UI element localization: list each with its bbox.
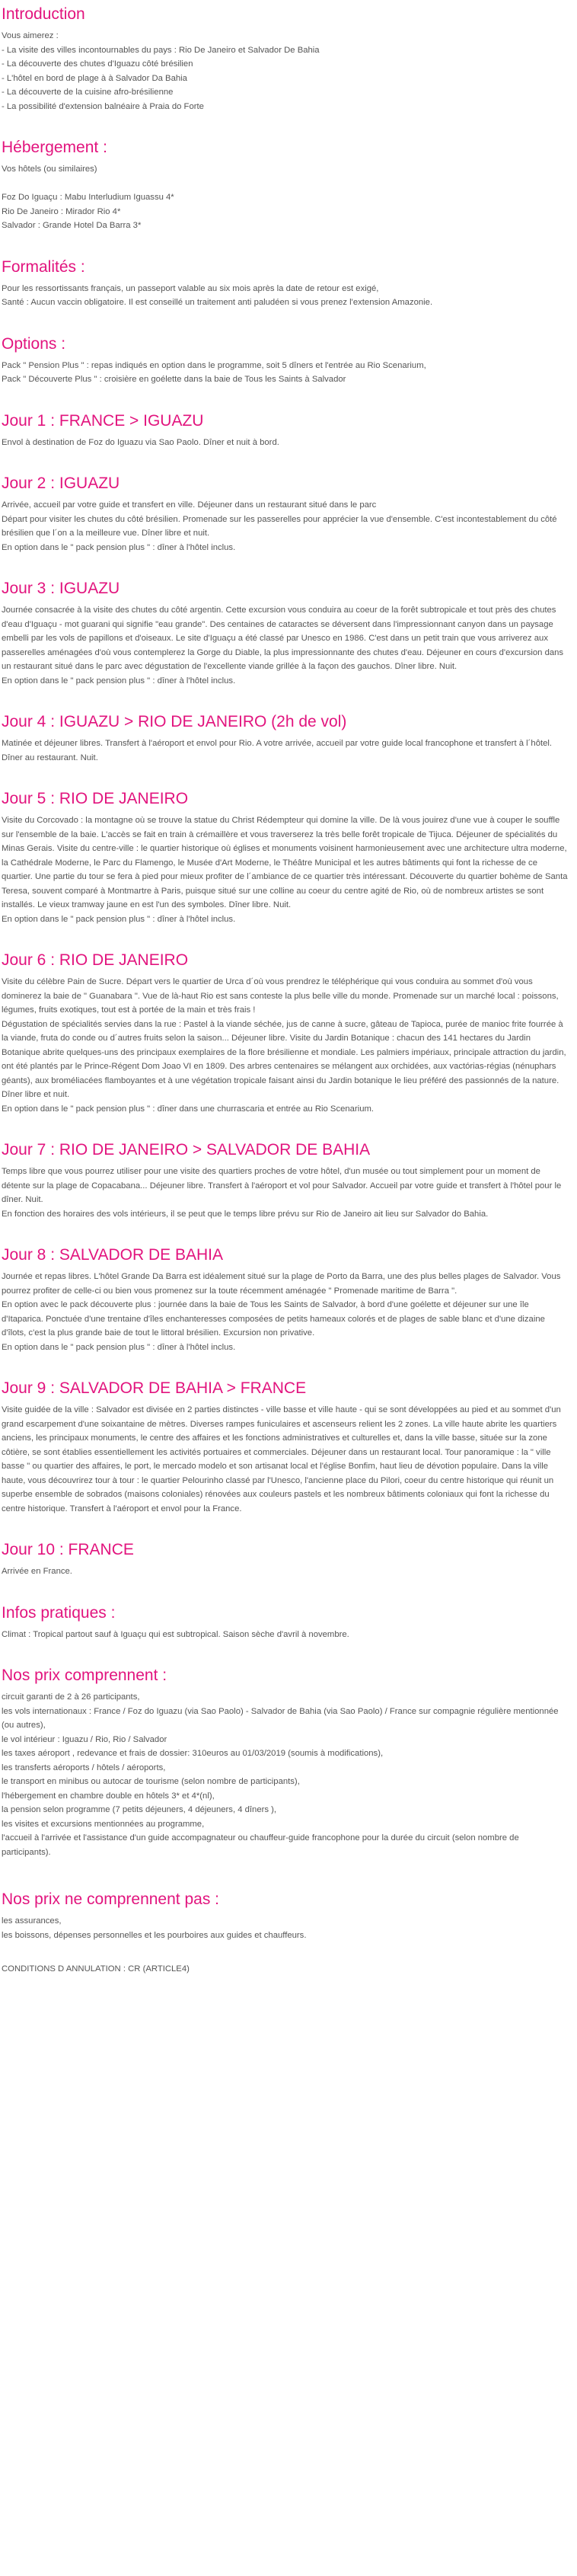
section-body: Journée consacrée à la visite des chutes du côté argentin. Cette excursion vous conduira au coeur de la forêt subtropicale et tout près des chutes d'eau d'Iguaçu - mot guarani qui signifie "eau grande". Des centaines de cataractes se déversent dans l'impressionnant canyon dans un paysage embelli par les vols de papillons et d'oiseaux. Le site d'Iguaçu a été classé par Unesco en 1986. C'est dans un petit train que vous arriverez aux passerelles aménagées d'où vous contemplerez la Gorge du Diable, la plus impressionnante des chutes d'eau. Déjeuner en cours d'excursion dans un restaurant situé dans le parc avec dégustation de l'excellente viande grillée à la façon des gauchos. Dîner libre. Nuit. En option dans le " pack pension plus " : dîner à l'hôtel inclus.: [2, 606, 564, 686]
section-title: Jour 8 : SALVADOR DE BAHIA: [2, 1246, 223, 1264]
section-title: Jour 10 : FRANCE: [2, 1541, 134, 1558]
section-title: Jour 5 : RIO DE JANEIRO: [2, 790, 189, 807]
section-body: Arrivée en France.: [2, 1567, 72, 1576]
section-title: Options :: [2, 334, 66, 353]
cancellation-conditions: CONDITIONS D ANNULATION : CR (ARTICLE4): [2, 1964, 190, 1974]
section-body: Matinée et déjeuner libres. Transfert à l'aéroport et envol pour Rio. A votre arrivée, accueil par votre guide local francophone et transfert à l´hôtel. Dîner au restaurant. Nuit.: [2, 739, 553, 762]
section-prix-ne-comprennent-pas: [2, 1890, 568, 1942]
section-title: Jour 1 : FRANCE > IGUAZU: [2, 411, 204, 430]
section-prix-comprennent: [2, 1666, 568, 1859]
section-jour-5: [2, 789, 568, 926]
section-formalites: [2, 257, 568, 310]
section-jour-8: [2, 1245, 568, 1354]
section-title: Introduction: [2, 5, 85, 23]
section-jour-7: [2, 1140, 568, 1221]
section-body: Journée et repas libres. L'hôtel Grande Da Barra est idéalement situé sur la plage de Porto da Barra, une des plus belles plages de Salvador. Vous pourrez profiter de celle-ci ou bien vous promenez sur la toute récemment aménagée " Promenade maritime de Barra ". En option avec le pack découverte plus : journée dans la baie de Tous les Saints de Salvador, à bord d'une goélette et déjeuner sur une île d'Itaparica. Ponctuée d'une trentaine d'îles enchanteresses composées de petits hameaux colorés et de plages de sable blanc et d'une dizaine d'îlots, c'est la plus grande baie de tout le littoral brésilien. Excursion non privative. En option dans le " pack pension plus " : dîner à l'hôtel inclus.: [2, 1272, 561, 1352]
section-body: Pack " Pension Plus " : repas indiqués en option dans le programme, soit 5 dîners et l'entrée au Rio Scenarium, Pack " Découverte Plus " : croisière en goélette dans la baie de Tous les Saints à Salvador: [2, 360, 426, 384]
section-jour-4: [2, 712, 568, 765]
section-jour-9: [2, 1379, 568, 1516]
section-title: Infos pratiques :: [2, 1603, 116, 1622]
section-body: Climat : Tropical partout sauf à Iguaçu qui est subtropical. Saison sèche d'avril à novembre.: [2, 1629, 349, 1639]
section-title: Jour 2 : IGUAZU: [2, 475, 120, 492]
section-body: Temps libre que vous pourrez utiliser pour une visite des quartiers proches de votre hôtel, d'un musée ou tout simplement pour un moment de détente sur la plage de Copacabana... Déjeuner libre. Transfert à l'aéroport et vol pour Salvador. Accueil par votre guide et transfert à l'hôtel pour le dîner. Nuit. En fonction des horaires des vols intérieurs, il se peut que le temps libre prévu sur Rio de Janeiro ait lieu sur Salvador do Bahia.: [2, 1167, 562, 1219]
section-title: Nos prix comprennent :: [2, 1667, 167, 1684]
section-title: Jour 4 : IGUAZU > RIO DE JANEIRO (2h de vol): [2, 713, 347, 730]
section-body: Pour les ressortissants français, un passeport valable au six mois après la date de retour est exigé, Santé : Aucun vaccin obligatoire. Il est conseillé un traitement anti paludéen si vous prenez l'extension Amazonie.: [2, 283, 433, 307]
section-jour-10: [2, 1540, 568, 1579]
section-title: Jour 3 : IGUAZU: [2, 580, 120, 597]
section-body: Vos hôtels (ou similaires) Foz Do Iguaçu : Mabu Interludium Iguassu 4* Rio De Janeiro : Mirador Rio 4* Salvador : Grande Hotel Da Barra 3*: [2, 165, 174, 230]
section-jour-6: [2, 951, 568, 1116]
section-body: Vous aimerez : - La visite des villes incontournables du pays : Rio De Janeiro et Salvador De Bahia - La découverte des chutes d'Iguazu côté brésilien - L'hôtel en bord de plage à à Salvador Da Bahia - La découverte de la cuisine afro-brésilienne - La possibilité d'extension balnéaire à Praia do Forte: [2, 31, 320, 111]
section-title: Jour 7 : RIO DE JANEIRO > SALVADOR DE BAHIA: [2, 1141, 371, 1159]
section-body: Envol à destination de Foz do Iguazu via Sao Paolo. Dîner et nuit à bord.: [2, 437, 279, 447]
section-jour-2: [2, 474, 568, 555]
section-options: [2, 334, 568, 387]
section-introduction: [2, 5, 568, 113]
section-title: Hébergement :: [2, 139, 107, 156]
section-title: Jour 6 : RIO DE JANEIRO: [2, 951, 189, 969]
section-jour-1: [2, 411, 568, 450]
section-body: circuit garanti de 2 à 26 participants, les vols internationaux : France / Foz do Iguazu (via Sao Paolo) - Salvador de Bahia (via Sao Paolo) / France sur compagnie régulière mentionnée (ou autres), le vol intérieur : Iguazu / Rio, Rio / Salvador les taxes aéroport , redevance et frais de dossier: 310euros au 01/03/2019 (soumis à modifications), les transferts aéroports / hôtels / aéroports, le transport en minibus ou autocar de tourisme (selon nombre de participants), l'hébergement en chambre double en hôtels 3* et 4*(nl), la pension selon programme (7 petits déjeuners, 4 déjeuners, 4 dîners ), les visites et excursions mentionnées au programme, l'accueil à l'arrivée et l'assistance d'un guide accompagnateur ou chauffeur-guide francophone pour la durée du circuit (selon nombre de participants).: [2, 1692, 559, 1857]
section-title: Jour 9 : SALVADOR DE BAHIA > FRANCE: [2, 1379, 307, 1397]
section-infos-pratiques: [2, 1603, 568, 1642]
section-body: Arrivée, accueil par votre guide et transfert en ville. Déjeuner dans un restaurant situé dans le parc Départ pour visiter les chutes du côté brésilien. Promenade sur les passerelles pour apprécier la vue d'ensemble. C'est incontestablement du côté brésilien que l´on a la meilleure vue. Dîner libre et nuit. En option dans le " pack pension plus " : dîner à l'hôtel inclus.: [2, 500, 557, 552]
section-hebergement: [2, 138, 568, 233]
section-body: Visite guidée de la ville : Salvador est divisée en 2 parties distinctes - ville basse et ville haute - qui se sont développées au pied et au sommet d'un grand escarpement d'une soixantaine de mètres. Diverses rampes funiculaires et ascenseurs relient les 2 zones. La ville haute abrite les quartiers anciens, les principaux monuments, le centre des affaires et les fonctions administratives et culturelles et, dans la ville basse, située sur la zone côtière, se sont établies essentiellement les activités portuaires et commerciales. Déjeuner dans un restaurant local. Tour panoramique : la " ville basse " ou quartier des affaires, le port, le mercado modelo et son artisanat local et l'église Bonfim, haut lieu de dévotion populaire. Dans la ville haute, vous découvrirez tour à tour : le quartier Pelourinho classé par l'Unesco, l'ancienne place du Pilori, coeur du centre historique qui réunit un superbe ensemble de sobrados (maisons coloniales) rénovées aux couleurs pastels et les nombreux bâtiments coloniaux qui font la richesse du centre historique. Transfert à l'aéroport et envol pour la France.: [2, 1405, 561, 1513]
section-body: Visite du Corcovado : la montagne où se trouve la statue du Christ Rédempteur qui domine la ville. De là vous jouirez d'une vue à couper le souffle sur l'ensemble de la baie. L'accès se fait en train à crémaillère et vous traverserez la très belle forêt tropicale de Tijuca. Déjeuner de spécialités du Minas Gerais. Visite du centre-ville : le quartier historique où églises et monuments voisinent harmonieusement avec une architecture ultra moderne, la Cathédrale Moderne, le Parc du Flamengo, le Musée d'Art Moderne, le Théâtre Municipal et les autres bâtiments qui font la richesse de ce quartier. Une partie du tour se fera à pied pour mieux profiter de l´ambiance de ce quartier très intéressant. Découverte du quartier bohème de Santa Teresa, souvent comparé à Montmartre à Paris, puisque situé sur une colline au coeur du centre agité de Rio, où de nombreux artistes se sont installés. Le vieux tramway jaune en est l'un des symboles. Dîner libre. Nuit. En option dans le " pack pension plus " : dîner à l'hôtel inclus.: [2, 816, 568, 924]
section-body: Visite du célèbre Pain de Sucre. Départ vers le quartier de Urca d´où vous prendrez le téléphérique qui vous conduira au sommet d'où vous dominerez la baie de " Guanabara ". Vue de là-haut Rio est sans conteste la plus belle ville du monde. Promenade sur un marché local : poissons, légumes, fruits exotiques, tout est à portée de la main et très frais ! Dégustation de spécialités servies dans la rue : Pastel à la viande séchée, jus de canne à sucre, gâteau de Tapioca, purée de manioc frite fourrée à la viande, fruta do conde ou d´autres fruits selon la saison... Déjeuner libre. Visite du Jardin Botanique : chacun des 141 hectares du Jardin Botanique abrite quelques-uns des principaux exemplaires de la flore brésilienne et mondiale. Les palmiers impériaux, principale attraction du jardin, ont été plantés par le Prince-Régent Dom Joao VI en 1809. Des arbres centenaires se mélangent aux orchidées, aux vactórias-régias (nénuphars géants), aux broméliacées flamboyantes et à une végétation tropicale faisant ainsi du Jardin botanique le lieu préféré des passionnés de la nature. Dîner libre et nuit. En option dans le " pack pension plus " : dîner dans une churrascaria et entrée au Rio Scenarium.: [2, 977, 566, 1114]
section-title: Nos prix ne comprennent pas :: [2, 1890, 219, 1908]
section-body: les assurances, les boissons, dépenses personnelles et les pourboires aux guides et chauffeurs.: [2, 1916, 307, 1940]
section-title: Formalités :: [2, 257, 85, 276]
section-jour-3: [2, 579, 568, 688]
